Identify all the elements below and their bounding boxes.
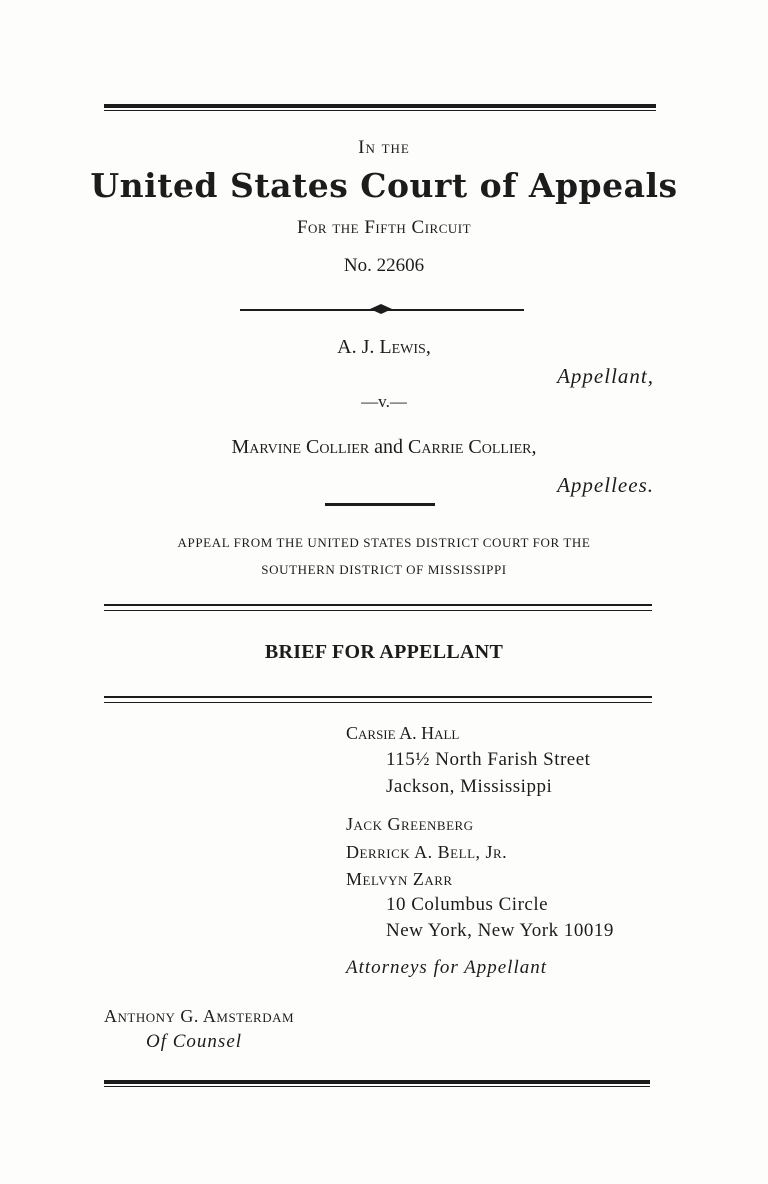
in-the-label: In the (358, 137, 410, 158)
appeal-line-1: APPEAL FROM THE UNITED STATES DISTRICT COURT FOR THE (177, 535, 591, 550)
short-rule (325, 503, 435, 506)
case-number: No. 22606 (343, 255, 425, 276)
appellant-name: A. J. Lewis, (337, 336, 431, 358)
court-name: United States Court of Appeals (90, 166, 678, 205)
appeal-line-2: SOUTHERN DISTRICT OF MISSISSIPPI (261, 562, 507, 577)
attorney-hall: Carsie A. Hall (346, 723, 460, 743)
counsel-name: Anthony G. Amsterdam (104, 1006, 295, 1026)
appellant-role: Appellant, (557, 364, 654, 388)
attorneys-role: Attorneys for Appellant (346, 957, 548, 978)
ornament-diamond-icon (370, 304, 392, 314)
ny-address-1: 10 Columbus Circle (386, 894, 549, 915)
double-rule-lower (104, 696, 652, 703)
attorney-bell: Derrick A. Bell, Jr. (346, 842, 508, 862)
hall-address-2: Jackson, Mississippi (386, 776, 553, 797)
appellees-and: and (374, 436, 404, 458)
appellee-2: Carrie Collier, (408, 436, 537, 458)
hall-address-1: 115½ North Farish Street (386, 749, 591, 770)
top-rule (104, 104, 656, 111)
counsel-role: Of Counsel (146, 1031, 243, 1052)
brief-title: BRIEF FOR APPELLANT (264, 641, 504, 663)
double-rule-upper (104, 604, 652, 611)
versus: —v.— (361, 392, 407, 411)
appellees-names (0, 436, 768, 459)
attorney-greenberg: Jack Greenberg (346, 814, 474, 834)
bottom-rule (104, 1080, 650, 1087)
ny-address-2: New York, New York 10019 (386, 920, 614, 941)
appellees-role: Appellees. (557, 473, 654, 497)
circuit-label: For the Fifth Circuit (296, 217, 472, 238)
attorney-zarr: Melvyn Zarr (346, 869, 453, 889)
appellee-1: Marvine Collier (231, 436, 370, 458)
